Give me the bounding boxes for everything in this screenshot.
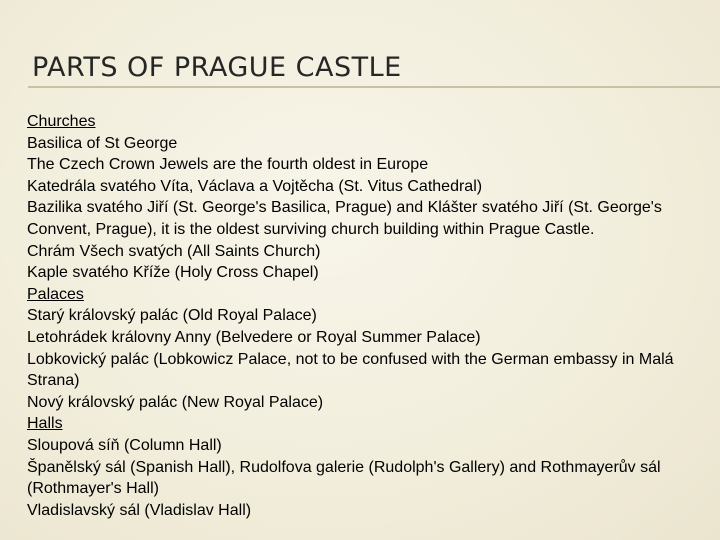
- section-heading-halls: Halls: [27, 415, 63, 433]
- list-item: Letohrádek královny Anny (Belvedere or Royal Summer Palace): [27, 328, 481, 346]
- slide-title: PARTS OF PRAGUE CASTLE: [32, 52, 402, 83]
- list-item: The Czech Crown Jewels are the fourth oldest in Europe: [27, 156, 429, 174]
- section-heading-palaces: Palaces: [27, 285, 84, 303]
- list-item: Kaple svatého Kříže (Holy Cross Chapel): [27, 264, 319, 282]
- list-item: Chrám Všech svatých (All Saints Church): [27, 242, 321, 260]
- list-item: Nový královský palác (New Royal Palace): [27, 393, 324, 411]
- section-heading-churches: Churches: [27, 113, 96, 130]
- list-item: Španělský sál (Spanish Hall), Rudolfova galerie (Rudolph's Gallery) and Rothmayerův sál (Rothmayer's Hall): [27, 458, 661, 498]
- list-item: Katedrála svatého Víta, Václava a Vojtěcha (St. Vitus Cathedral): [27, 177, 483, 195]
- list-item: Bazilika svatého Jiří (St. George's Basilica, Prague) and Klášter svatého Jiří (St. George's Convent, Prague), it is the oldest surviving church building within Prague Castle.: [27, 199, 662, 238]
- list-item: Basilica of St George: [27, 134, 178, 152]
- list-item: Starý královský palác (Old Royal Palace): [27, 307, 317, 325]
- title-underline-rule: [28, 86, 720, 88]
- list-item: Lobkovický palác (Lobkowicz Palace, not to be confused with the German embassy in Malá Strana): [27, 350, 674, 390]
- list-item: Sloupová síň (Column Hall): [27, 436, 222, 454]
- list-item: Vladislavský sál (Vladislav Hall): [27, 501, 252, 519]
- slide-body: [27, 111, 699, 521]
